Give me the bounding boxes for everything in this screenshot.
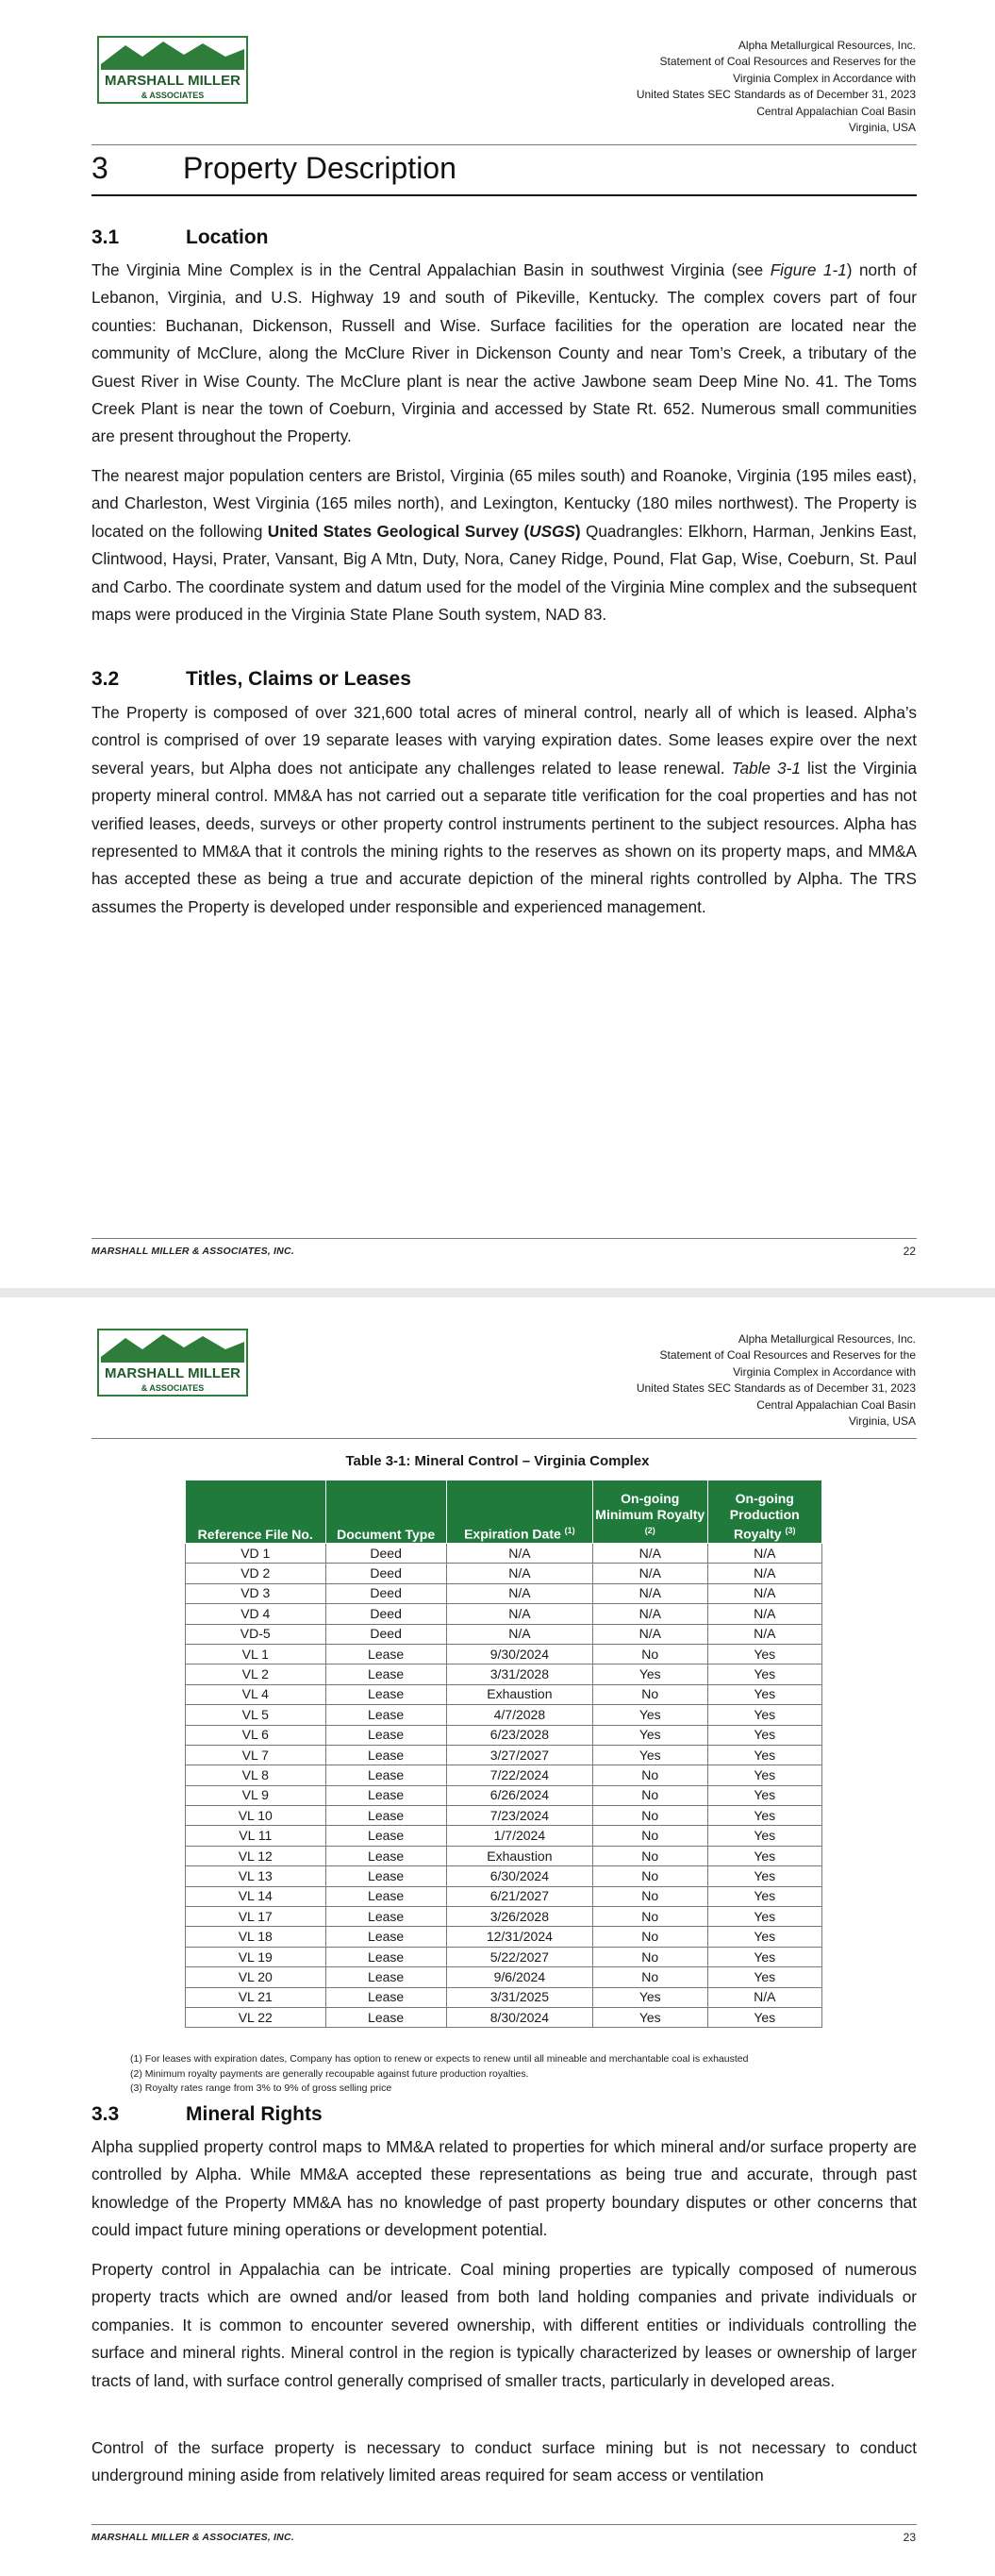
table-cell: N/A bbox=[593, 1564, 708, 1583]
logo-text-line2: & ASSOCIATES bbox=[141, 91, 205, 100]
document-page-23 bbox=[0, 1297, 995, 2576]
table-cell: 9/6/2024 bbox=[446, 1967, 592, 1987]
table-cell: Deed bbox=[325, 1564, 446, 1583]
table-cell: Lease bbox=[325, 1684, 446, 1704]
table-row bbox=[186, 1967, 822, 1987]
table-row bbox=[186, 1664, 822, 1684]
table-cell: Lease bbox=[325, 1664, 446, 1684]
table-row bbox=[186, 1583, 822, 1603]
table-cell: Deed bbox=[325, 1624, 446, 1644]
paragraph-mineral-rights-1: Alpha supplied property control maps to MM&A related to properties for which mineral and/or surface property are controlled by Alpha. While MM&A accepted these representations as being true and accurate, through past knowledge of the Property MM&A has no knowledge of past property boundary disputes or other concerns that could impact future mining operations or development potential. bbox=[91, 2137, 917, 2240]
subsection-number: 3.2 bbox=[91, 668, 120, 690]
table-cell: Yes bbox=[707, 1907, 822, 1927]
table-cell: Lease bbox=[325, 1745, 446, 1765]
table-cell: 12/31/2024 bbox=[446, 1927, 592, 1947]
table-cell: No bbox=[593, 1806, 708, 1826]
logo-text-line2: & ASSOCIATES bbox=[141, 1383, 205, 1393]
table-cell: VL 13 bbox=[186, 1866, 326, 1886]
table-cell: VL 18 bbox=[186, 1927, 326, 1947]
table-cell: Yes bbox=[707, 1765, 822, 1785]
table-row bbox=[186, 1745, 822, 1765]
table-notes bbox=[130, 2052, 748, 2097]
footer-company: MARSHALL MILLER & ASSOCIATES, INC. bbox=[91, 2532, 294, 2543]
table-cell: N/A bbox=[593, 1604, 708, 1624]
header-divider bbox=[91, 1438, 917, 1439]
table-cell: VL 17 bbox=[186, 1907, 326, 1927]
table-cell: No bbox=[593, 1765, 708, 1785]
table-row bbox=[186, 1765, 822, 1785]
table-caption: Table 3-1: Mineral Control – Virginia Complex bbox=[345, 1453, 650, 1469]
table-cell: No bbox=[593, 1907, 708, 1927]
table-row bbox=[186, 1684, 822, 1704]
table-row bbox=[186, 1806, 822, 1826]
table-row bbox=[186, 1987, 822, 2007]
table-cell: N/A bbox=[446, 1583, 592, 1603]
table-cell: No bbox=[593, 1886, 708, 1906]
table-note: (1) For leases with expiration dates, Company has option to renew or expects to renew until all mineable and merchantable coal is exhausted bbox=[130, 2053, 749, 2065]
footer-divider bbox=[91, 1238, 917, 1239]
logo-text-line1: MARSHALL MILLER bbox=[105, 73, 240, 89]
table-cell: 3/31/2025 bbox=[446, 1987, 592, 2007]
header-line: Alpha Metallurgical Resources, Inc. bbox=[738, 39, 916, 52]
table-cell: 5/22/2027 bbox=[446, 1947, 592, 1966]
table-cell: VL 8 bbox=[186, 1765, 326, 1785]
table-row bbox=[186, 1886, 822, 1906]
table-row bbox=[186, 1785, 822, 1805]
table-cell: Lease bbox=[325, 1927, 446, 1947]
footer-company: MARSHALL MILLER & ASSOCIATES, INC. bbox=[91, 1246, 294, 1257]
table-row bbox=[186, 1927, 822, 1947]
table-cell: Yes bbox=[707, 1927, 822, 1947]
table-cell: VL 19 bbox=[186, 1947, 326, 1966]
table-cell: Lease bbox=[325, 1967, 446, 1987]
section-rule bbox=[91, 194, 917, 196]
table-cell: VL 4 bbox=[186, 1684, 326, 1704]
table-reference: Table 3-1 bbox=[731, 758, 801, 778]
subsection-heading-titles bbox=[91, 668, 411, 691]
subsection-heading-location bbox=[91, 226, 269, 249]
subsection-heading-mineral-rights bbox=[91, 2103, 323, 2126]
table-body bbox=[186, 1544, 822, 2028]
table-cell: VD 2 bbox=[186, 1564, 326, 1583]
table-cell: Lease bbox=[325, 1947, 446, 1966]
header-line: Virginia Complex in Accordance with bbox=[733, 1364, 916, 1379]
table-cell: 8/30/2024 bbox=[446, 2007, 592, 2027]
table-cell: Exhaustion bbox=[446, 1684, 592, 1704]
column-header: Reference File No. bbox=[186, 1480, 326, 1544]
table-cell: VL 22 bbox=[186, 2007, 326, 2027]
table-row bbox=[186, 1826, 822, 1846]
table-cell: Yes bbox=[707, 1684, 822, 1704]
table-cell: Lease bbox=[325, 1886, 446, 1906]
table-cell: VL 11 bbox=[186, 1826, 326, 1846]
table-cell: N/A bbox=[446, 1564, 592, 1583]
table-cell: 3/31/2028 bbox=[446, 1664, 592, 1684]
table-cell: Yes bbox=[707, 1826, 822, 1846]
table-cell: Lease bbox=[325, 1826, 446, 1846]
table-cell: Lease bbox=[325, 1644, 446, 1664]
table-cell: Yes bbox=[707, 1745, 822, 1765]
table-row bbox=[186, 2007, 822, 2027]
column-header: On-going Production Royalty $^{(3)}$ bbox=[707, 1480, 822, 1544]
header-divider bbox=[91, 144, 917, 145]
table-row bbox=[186, 1725, 822, 1745]
subsection-number: 3.1 bbox=[91, 226, 120, 248]
table-cell: 7/22/2024 bbox=[446, 1765, 592, 1785]
table-cell: Yes bbox=[593, 2007, 708, 2027]
table-row bbox=[186, 1907, 822, 1927]
table-note: (3) Royalty rates range from 3% to 9% of gross selling price bbox=[130, 2083, 392, 2095]
table-cell: 6/21/2027 bbox=[446, 1886, 592, 1906]
table-cell: VL 9 bbox=[186, 1785, 326, 1805]
table-cell: 6/30/2024 bbox=[446, 1866, 592, 1886]
header-line: Virginia, USA bbox=[848, 121, 916, 135]
table-cell: Yes bbox=[593, 1705, 708, 1725]
table-cell: VL 6 bbox=[186, 1725, 326, 1745]
table-cell: 6/23/2028 bbox=[446, 1725, 592, 1745]
table-cell: Lease bbox=[325, 1705, 446, 1725]
table-cell: VL 12 bbox=[186, 1846, 326, 1865]
table-cell: Lease bbox=[325, 1785, 446, 1805]
header-line: Central Appalachian Coal Basin bbox=[756, 1397, 916, 1412]
table-cell: Deed bbox=[325, 1544, 446, 1564]
table-cell: Yes bbox=[707, 1866, 822, 1886]
table-cell: VL 21 bbox=[186, 1987, 326, 2007]
page-header bbox=[637, 1331, 916, 1430]
table-cell: Yes bbox=[707, 2007, 822, 2027]
table-cell: Lease bbox=[325, 1866, 446, 1886]
table-cell: VL 1 bbox=[186, 1644, 326, 1664]
table-cell: Deed bbox=[325, 1604, 446, 1624]
paragraph-mineral-rights-3: Control of the surface property is necessary to conduct surface mining but is not necessary to conduct underground mining aside from relatively limited areas required for seam access or ventilation bbox=[91, 2438, 917, 2485]
table-cell: N/A bbox=[446, 1604, 592, 1624]
table-row bbox=[186, 1604, 822, 1624]
paragraph-location-2: The nearest major population centers are Bristol, Virginia (65 miles south) and Roanoke, Virginia (195 miles east), and Charleston, West Virginia (165 miles north), and Lexington, Kentucky (180 miles northwest). The Property is located on the following United States Geological Survey (USGS) Quadrangles: Elkhorn, Harman, Jenkins East, Clintwood, Haysi, Prater, Vansant, Big A Mtn, Duty, Nora, Caney Ridge, Pound, Flat Gap, Wise, Coeburn, St. Paul and Carbo. The coordinate system and datum used for the model of the Virginia Mine complex and the subsequent maps were produced in the Virginia State Plane South system, NAD 83. bbox=[91, 466, 918, 625]
table-cell: VD 4 bbox=[186, 1604, 326, 1624]
table-row bbox=[186, 1624, 822, 1644]
table-cell: Yes bbox=[707, 1785, 822, 1805]
table-cell: N/A bbox=[707, 1987, 822, 2007]
usgs-reference: United States Geological Survey (USGS) bbox=[267, 521, 581, 541]
subsection-title: Titles, Claims or Leases bbox=[186, 668, 411, 690]
paragraph-mineral-rights-2: Property control in Appalachia can be intricate. Coal mining properties are typically composed of numerous property tracts which are owned and/or leased from both land holding companies and private individuals or companies. It is common to encounter severed ownership, with different entities or individuals controlling the surface and mineral rights. Mineral control in the region is typically characterized by leases or ownership of larger tracts of land, with surface control generally comprised of smaller tracts, particularly in developed areas. bbox=[91, 2260, 917, 2390]
table-header-row bbox=[186, 1480, 822, 1544]
table-cell: N/A bbox=[446, 1544, 592, 1564]
table-cell: VL 10 bbox=[186, 1806, 326, 1826]
table-cell: No bbox=[593, 1927, 708, 1947]
table-cell: VL 20 bbox=[186, 1967, 326, 1987]
section-number: 3 bbox=[91, 151, 108, 185]
paragraph-titles: The Property is composed of over 321,600 total acres of mineral control, nearly all of which is leased. Alpha’s control is comprised of over 19 separate leases with varying expiration dates. Some leases expire over the next several years, but Alpha does not anticipate any challenges related to lease renewal. Table 3-1 list the Virginia property mineral control. MM&A has not carried out a separate title verification for the coal properties and has not verified leases, deeds, surveys or other property control instruments pertinent to the subject resources. Alpha has represented to MM&A that it controls the mining rights to the reserves as shown on its property maps, and MM&A has accepted these as being a true and accurate depiction of the mineral rights controlled by Alpha. The TRS assumes the Property is developed under responsible and experienced management. bbox=[91, 703, 917, 916]
page-header bbox=[637, 38, 916, 136]
table-cell: No bbox=[593, 1967, 708, 1987]
page-number: 23 bbox=[903, 2531, 916, 2544]
table-cell: VL 5 bbox=[186, 1705, 326, 1725]
table-cell: N/A bbox=[593, 1624, 708, 1644]
table-row bbox=[186, 1866, 822, 1886]
table-cell: VL 7 bbox=[186, 1745, 326, 1765]
table-cell: No bbox=[593, 1785, 708, 1805]
table-cell: Yes bbox=[593, 1725, 708, 1745]
table-cell: Exhaustion bbox=[446, 1846, 592, 1865]
mineral-control-table bbox=[185, 1480, 822, 2028]
table-cell: Yes bbox=[593, 1664, 708, 1684]
table-cell: VL 2 bbox=[186, 1664, 326, 1684]
table-cell: Lease bbox=[325, 1987, 446, 2007]
table-cell: N/A bbox=[446, 1624, 592, 1644]
column-header: On-going Minimum Royalty $^{(2)}$ bbox=[593, 1480, 708, 1544]
table-cell: N/A bbox=[707, 1564, 822, 1583]
table-cell: 6/26/2024 bbox=[446, 1785, 592, 1805]
header-line: Statement of Coal Resources and Reserves for the bbox=[659, 55, 916, 69]
footer-divider bbox=[91, 2524, 917, 2525]
table-cell: Yes bbox=[707, 1644, 822, 1664]
paragraph-location-1: The Virginia Mine Complex is in the Central Appalachian Basin in southwest Virginia (see Figure 1-1) north of Lebanon, Virginia, and U.S. Highway 19 and south of Pikeville, Kentucky. The complex covers part of four counties: Buchanan, Dickenson, Russell and Wise. Surface facilities for the operation are located near the community of McClure, along the McClure River in Dickenson County and near Tom’s Creek, a tributary of the Guest River in Wise County. The McClure plant is near the active Jawbone seam Deep Mine No. 41. The Toms Creek Plant is near the town of Coeburn, Virginia and accessed by State Rt. 652. Numerous small communities are present throughout the Property. bbox=[91, 260, 917, 446]
table-cell: VD-5 bbox=[186, 1624, 326, 1644]
table-row bbox=[186, 1564, 822, 1583]
table-cell: Lease bbox=[325, 1765, 446, 1785]
section-heading bbox=[91, 151, 456, 186]
table-cell: Deed bbox=[325, 1583, 446, 1603]
logo-text-line1: MARSHALL MILLER bbox=[105, 1365, 240, 1381]
table-cell: N/A bbox=[593, 1544, 708, 1564]
table-cell: Yes bbox=[707, 1846, 822, 1865]
subsection-title: Mineral Rights bbox=[186, 2103, 323, 2125]
table-cell: No bbox=[593, 1846, 708, 1865]
column-header: Document Type bbox=[325, 1480, 446, 1544]
table-cell: Lease bbox=[325, 2007, 446, 2027]
table-cell: Yes bbox=[707, 1664, 822, 1684]
header-line: Virginia Complex in Accordance with bbox=[733, 71, 916, 85]
table-cell: Yes bbox=[707, 1886, 822, 1906]
table-cell: Yes bbox=[707, 1705, 822, 1725]
table-cell: No bbox=[593, 1826, 708, 1846]
header-line: United States SEC Standards as of December 31, 2023 bbox=[636, 1381, 916, 1396]
table-cell: No bbox=[593, 1866, 708, 1886]
table-cell: N/A bbox=[593, 1583, 708, 1603]
table-cell: Yes bbox=[593, 1745, 708, 1765]
table-cell: 9/30/2024 bbox=[446, 1644, 592, 1664]
page-number: 22 bbox=[903, 1245, 916, 1258]
subsection-number: 3.3 bbox=[91, 2103, 120, 2125]
table-cell: Yes bbox=[707, 1725, 822, 1745]
table-row bbox=[186, 1846, 822, 1865]
table-cell: 3/26/2028 bbox=[446, 1907, 592, 1927]
table-cell: No bbox=[593, 1644, 708, 1664]
table-note: (2) Minimum royalty payments are generally recoupable against future production royalties. bbox=[130, 2067, 529, 2080]
table-cell: 1/7/2024 bbox=[446, 1826, 592, 1846]
table-cell: 3/27/2027 bbox=[446, 1745, 592, 1765]
table-row bbox=[186, 1644, 822, 1664]
table-cell: N/A bbox=[707, 1544, 822, 1564]
table-row bbox=[186, 1705, 822, 1725]
header-line: Alpha Metallurgical Resources, Inc. bbox=[738, 1332, 916, 1346]
table-cell: 4/7/2028 bbox=[446, 1705, 592, 1725]
table-row bbox=[186, 1947, 822, 1966]
header-line: Central Appalachian Coal Basin bbox=[756, 104, 916, 118]
table-cell: No bbox=[593, 1947, 708, 1966]
table-cell: N/A bbox=[707, 1624, 822, 1644]
table-row bbox=[186, 1544, 822, 1564]
table-cell: VL 14 bbox=[186, 1886, 326, 1906]
table-cell: Yes bbox=[707, 1947, 822, 1966]
company-logo bbox=[97, 36, 248, 104]
section-title: Property Description bbox=[183, 151, 456, 185]
column-header: Expiration Date $^{(1)}$ bbox=[446, 1480, 592, 1544]
table-cell: VD 3 bbox=[186, 1583, 326, 1603]
header-line: United States SEC Standards as of December 31, 2023 bbox=[636, 88, 916, 102]
table-cell: Lease bbox=[325, 1846, 446, 1865]
subsection-title: Location bbox=[186, 226, 269, 248]
table-cell: N/A bbox=[707, 1604, 822, 1624]
table-cell: N/A bbox=[707, 1583, 822, 1603]
company-logo bbox=[97, 1329, 248, 1397]
table-cell: Yes bbox=[593, 1987, 708, 2007]
table-cell: Yes bbox=[707, 1967, 822, 1987]
table-cell: Yes bbox=[707, 1806, 822, 1826]
table-cell: Lease bbox=[325, 1907, 446, 1927]
table-cell: Lease bbox=[325, 1725, 446, 1745]
table-cell: Lease bbox=[325, 1806, 446, 1826]
table-cell: VD 1 bbox=[186, 1544, 326, 1564]
figure-reference: Figure 1-1 bbox=[770, 260, 847, 279]
table-cell: 7/23/2024 bbox=[446, 1806, 592, 1826]
table-cell: No bbox=[593, 1684, 708, 1704]
header-line: Virginia, USA bbox=[848, 1414, 916, 1429]
header-line: Statement of Coal Resources and Reserves for the bbox=[659, 1348, 916, 1363]
